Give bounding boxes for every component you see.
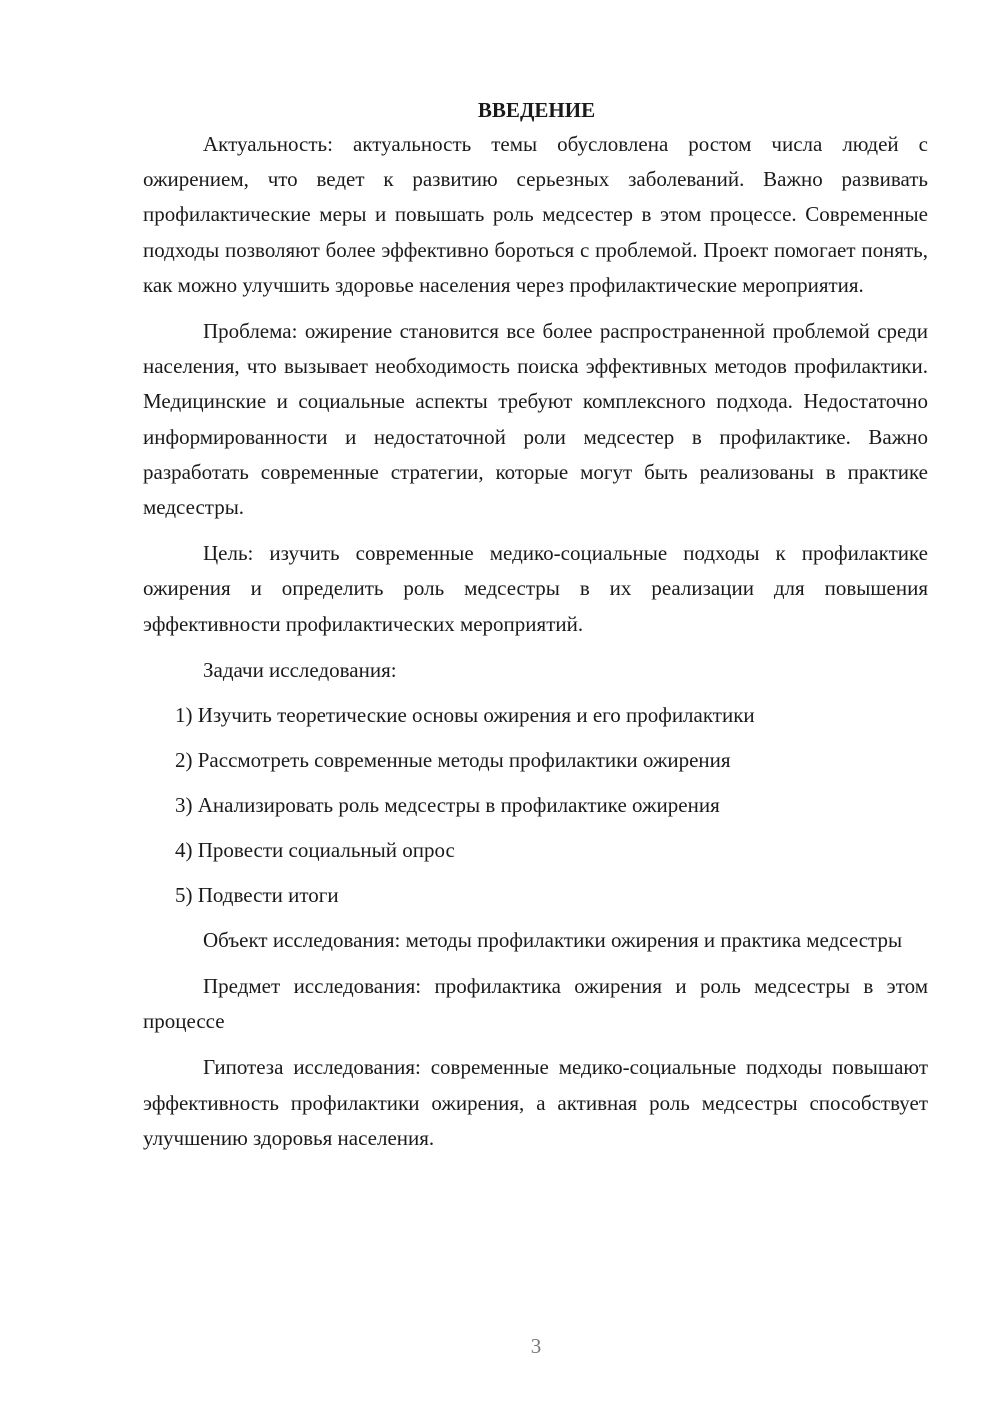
paragraph-relevance: Актуальность: актуальность темы обусловлена ростом числа людей с ожирением, что ведет к развитию серьезных заболеваний. Важно развивать профилактические меры и повышать роль медсестер в этом процессе. Современные подходы позволяют более эффективно бороться с проблемой. Проект помогает понять, как можно улучшить здоровье населения через профилактические мероприятия. [143, 132, 928, 297]
document-page [143, 95, 928, 1167]
task-item: 5) Подвести итоги [175, 882, 339, 907]
task-item: 2) Рассмотреть современные методы профилактики ожирения [175, 747, 731, 772]
paragraph-problem: Проблема: ожирение становится все более распространенной проблемой среди населения, что вызывает необходимость поиска эффективных методов профилактики. Медицинские и социальные аспекты требуют комплексного подхода. Недостаточно информированности и недостаточной роли медсестер в профилактике. Важно разработать современные стратегии, которые могут быть реализованы в практике медсестры. [143, 319, 928, 520]
paragraph-goal: Цель: изучить современные медико-социальные подходы к профилактике ожирения и определить роль медсестры в их реализации для повышения эффективности профилактических мероприятий. [143, 541, 928, 636]
paragraph-hypothesis: Гипотеза исследования: современные медико-социальные подходы повышают эффективность профилактики ожирения, а активная роль медсестры способствует улучшению здоровья населения. [143, 1055, 928, 1150]
paragraph-object: Объект исследования: методы профилактики ожирения и практика медсестры [203, 927, 903, 952]
section-title: ВВЕДЕНИЕ [477, 98, 596, 122]
task-item: 4) Провести социальный опрос [175, 837, 455, 862]
tasks-heading: Задачи исследования: [203, 657, 397, 682]
paragraph-subject: Предмет исследования: профилактика ожирения и роль медсестры в этом процессе [143, 974, 928, 1034]
task-item: 1) Изучить теоретические основы ожирения и его профилактики [175, 702, 755, 727]
page-number: 3 [530, 1334, 542, 1358]
task-item: 3) Анализировать роль медсестры в профилактике ожирения [175, 792, 720, 817]
